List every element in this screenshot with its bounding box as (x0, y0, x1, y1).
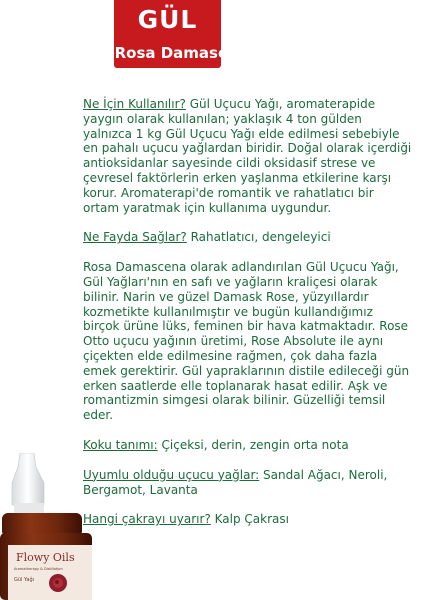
section-label: Hangi çakrayı uyarır? (83, 512, 211, 527)
section-text: Rosa Damascena olarak adlandırılan Gül Uçucu Yağı, Gül Yağları'nın en safı ve yağların kraliçesi olarak bilinir. Narin ve güzel Damask Rose, yüzyıllardır kozmetikte kullanılmıştır ve bugün kullandığımız birçok ürüne lüks, feminen bir hava katmaktadır. Rose Otto uçucu yağının üretimi, Rose Absolute ile aynı çiçekten elde edilmesine rağmen, çok daha fazla emek gerektirir. Gül yapraklarının distile edileceği gün erken saatlerde elle toplanarak hasat edilir. Aşk ve romantizmin simgesi olarak bilinir. Güzelliği temsil eder. (83, 260, 410, 423)
product-bottle-image (0, 453, 112, 600)
section-chakra (83, 512, 413, 527)
section-benefits (83, 230, 413, 245)
section-label: Uyumlu olduğu uçucu yağlar: (83, 467, 260, 482)
section-label: Koku tanımı: (83, 437, 158, 452)
section-label: Ne Fayda Sağlar? (83, 230, 187, 245)
section-compatible-oils (83, 468, 413, 498)
section-usage (83, 97, 413, 215)
section-scent (83, 438, 413, 453)
page-subtitle: 'Rosa Damascena' (110, 44, 263, 62)
bottle-brand: Flowy Oils (16, 551, 75, 564)
section-text: Kalp Çakrası (210, 512, 289, 527)
bottle-product: Gül Yağı (14, 577, 35, 583)
page-title: GÜL (137, 5, 198, 34)
section-description (83, 260, 413, 423)
section-text: Sandal Ağacı, Neroli, Bergamot, Lavanta (83, 467, 388, 497)
section-text: Rahatlatıcı, dengeleyici (186, 230, 331, 245)
section-text: Gül Uçucu Yağı, aromaterapide yaygın olarak kullanılan; yaklaşık 4 ton gülden yalnızca 1 kg Gül Uçucu Yağı elde edilmesi sebebiyle en pahalı uçucu yağlardan biridir. Doğal olarak içerdiği antioksidanlar sayesinde cildi oksidasif strese ve çevresel faktörlerin erken yaşlanma etkilerine karşı korur. Aromaterapi'de romantik ve rahatlatıcı bir ortam yaratmak için kullanıma uygundur. (83, 97, 412, 215)
title-banner (110, 0, 263, 68)
bottle-tagline: Aromatherapy & Distillation (14, 567, 63, 571)
section-text: Çiçeksi, derin, zengin orta nota (157, 437, 349, 452)
description-body (83, 97, 413, 542)
section-label: Ne İçin Kullanılır? (83, 97, 186, 111)
